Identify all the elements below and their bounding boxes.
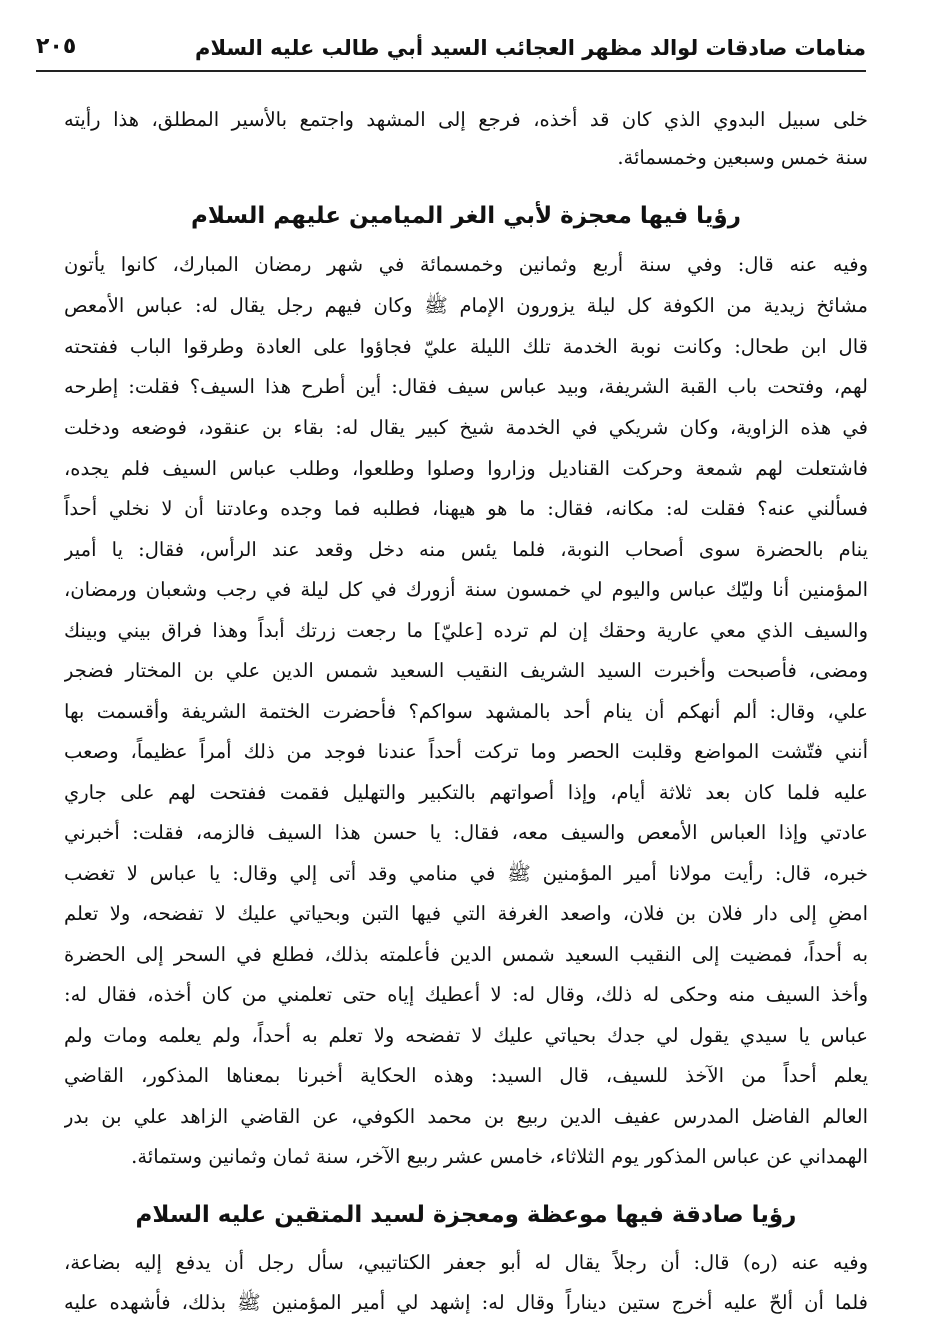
text-line: مشائخ زيدية من الكوفة كل ليلة يزورون الإمام ﷺ وكان فيهم رجل يقال له: عباس الأمعص	[64, 294, 868, 317]
text-line: والسيف الذي معي عارية وحقك إن لم ترده [عليّ] ما رجعت زرتك أبداً وهذا فراق بيني وبينك	[64, 619, 868, 642]
header-divider	[36, 70, 866, 72]
text-line: وأخذ السيف منه وحكى له ذلك، وقال له: لا أعطيك إياه حتى تعلمني من كان أخذه، فقال له:	[64, 983, 868, 1006]
text-line: لهم، وفتحت باب القبة الشريفة، وبيد عباس سيف فقال: أين أطرح هذا السيف؟ فقلت: إطرحه	[64, 375, 868, 398]
text-line: فلما أن ألحّ عليه أخرج ستين ديناراً وقال له: إشهد لي أمير المؤمنين ﷺ بذلك، فأشهده عليه	[64, 1291, 868, 1314]
text-line: ومضى، فأصبحت وأخبرت السيد الشريف النقيب السعيد شمس الدين علي بن المختار فضجر	[64, 659, 868, 682]
text-line: قال ابن طحال: وكانت نوبة الخدمة تلك الليلة عليّ فجاؤوا على العادة وطرقوا الباب ففتحته	[64, 335, 868, 358]
text-line: عليه فلما كان بعد ثلاثة أيام، وإذا أصواتهم بالتكبير والتهليل فقمت ففتحت لهم على جاري	[64, 781, 868, 804]
text-line: الهمداني عن عباس المذكور يوم الثلاثاء، خامس عشر ربيع الآخر، سنة ثمان وثمانين وستمائة.	[131, 1145, 868, 1168]
page-header	[36, 36, 866, 68]
text-line: وفيه عنه قال: وفي سنة أربع وثمانين وخمسمائة في شهر رمضان المبارك، كانوا يأتون	[64, 253, 868, 276]
text-line: فسألني عنه؟ فقلت له: مكانه، فقال: ما هو هيهنا، فطلبه فما وجده وعادتنا أن لا نخلي أحداً	[64, 497, 868, 520]
text-line: امضِ إلى دار فلان بن فلان، واصعد الغرفة التي فيها التبن وبحياتي عليك لا تفضحه، ولا تعلم	[64, 902, 868, 925]
text-line: سنة خمس وسبعين وخمسمائة.	[617, 146, 868, 169]
text-line: عباس يا سيدي يقول لي جدك بحياتي عليك لا تفضحه ولا تعلم به أحداً، ولم يعلمه ومات ولم	[64, 1024, 868, 1047]
text-line: علي، وقال: ألم أنهكم أن ينام أحد بالمشهد سواكم؟ فأحضرت الختمة الشريفة وأقسمت بها	[64, 700, 868, 723]
text-line: ينام بالحضرة سوى أصحاب النوبة، فلما يئس منه دخل وقعد عند الرأس، فقال: يا أمير	[64, 538, 868, 561]
text-line: وفيه عنه (ره) قال: أن رجلاً يقال له أبو جعفر الكتاتيبي، سأل رجل أن يدفع إليه بضاعة،	[64, 1251, 868, 1274]
page-number: ٢٠٥	[36, 34, 77, 59]
running-title: منامات صادقات لوالد مظهر العجائب السيد أبي طالب عليه السلام	[195, 36, 866, 60]
text-line: أنني فتّشت المواضع وقلبت الحصر وما تركت أحداً عندنا فوجد من ذلك أمراً عظيماً، وصعب	[64, 740, 868, 763]
text-line: خلى سبيل البدوي الذي كان قد أخذه، فرجع إلى المشهد واجتمع بالأسير المطلق، هذا رأيته	[64, 108, 868, 131]
text-line: في هذه الزاوية، وكان شريكي في الخدمة شيخ كبير يقال له: بقاء بن عنقود، فوضعه ودخلت	[64, 416, 868, 439]
text-line: يعلم أحداً من الآخذ للسيف، قال السيد: وهذه الحكاية أخبرنا بمعناها المذكور، القاضي	[64, 1064, 868, 1087]
section-heading: رؤيا فيها معجزة لأبي الغر الميامين عليهم السلام	[191, 203, 741, 229]
section-heading: رؤيا صادقة فيها موعظة ومعجزة لسيد المتقين عليه السلام	[135, 1202, 797, 1228]
text-line: فاشتعلت لهم شمعة وحركت القناديل وزاروا وصلوا وطلعوا، وطلب عباس السيف فلم يجده،	[64, 457, 868, 480]
text-line: العالم الفاضل المدرس عفيف الدين ربيع بن محمد الكوفي، عن القاضي الزاهد علي بن بدر	[64, 1105, 868, 1128]
text-line: عادتي وإذا العباس الأمعص والسيف معه، فقال: يا حسن هذا السيف فالزمه، فقلت: أخبرني	[64, 821, 868, 844]
text-line: خبره، قال: رأيت مولانا أمير المؤمنين ﷺ في منامي وقد أتى إلي وقال: يا عباس لا تغضب	[64, 862, 868, 885]
text-line: به أحداً، فمضيت إلى النقيب السعيد شمس الدين فأعلمته بذلك، فطلع في السحر إلى الحضرة	[64, 943, 868, 966]
text-line: المؤمنين أنا وليّك عباس واليوم لي خمسون سنة أزورك في كل ليلة في رجب وشعبان ورمضان،	[64, 578, 868, 601]
